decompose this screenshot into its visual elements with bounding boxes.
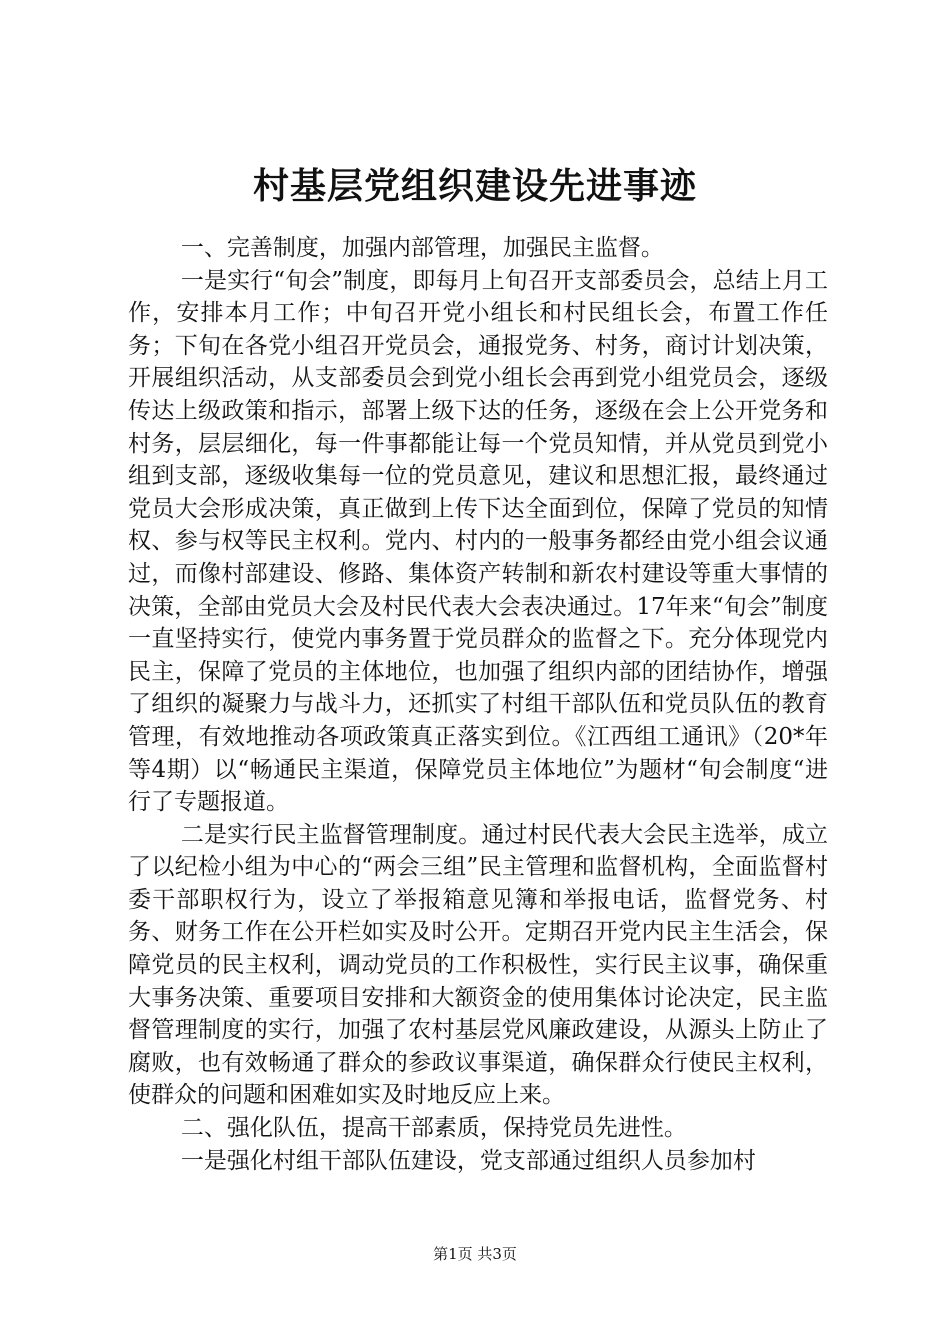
- body-paragraph-1: 一是实行“旬会”制度，即每月上旬召开支部委员会，总结上月工作，安排本月工作；中旬召开党小组长和村民组长会，布置工作任务；下旬在各党小组召开党员会，通报党务、村务，商讨计划决策，开展组织活动，从支部委员会到党小组长会再到党小组党员会，逐级传达上级政策和指示，部署上级下达的任务，逐级在会上公开党务和村务，层层细化，每一件事都能让每一个党员知情，并从党员到党小组到支部，逐级收集每一位的党员意见，建议和思想汇报，最终通过党员大会形成决策，真正做到上传下达全面到位，保障了党员的知情权、参与权等民主权利。党内、村内的一般事务都经由党小组会议通过，而像村部建设、修路、集体资产转制和新农村建设等重大事情的决策，全部由党员大会及村民代表大会表决通过。17年来“旬会”制度一直坚持实行，使党内事务置于党员群众的监督之下。充分体现党内民主，保障了党员的主体地位，也加强了组织内部的团结协作，增强了组织的凝聚力与战斗力，还抓实了村组干部队伍和党员队伍的教育管理，有效地推动各项政策真正落实到位。《江西组工通讯》（20*年等4期）以“畅通民主渠道，保障党员主体地位”为题材“旬会制度“进行了专题报道。: [128, 267, 828, 816]
- page-number-footer: 第1页 共3页: [433, 1245, 517, 1263]
- document-body: [128, 232, 828, 1177]
- section-heading-1: 一、完善制度，加强内部管理，加强民主监督。: [180, 235, 664, 261]
- body-paragraph-3: 一是强化村组干部队伍建设，党支部通过组织人员参加村: [180, 1147, 756, 1174]
- body-paragraph-2: 二是实行民主监督管理制度。通过村民代表大会民主选举，成立了以纪检小组为中心的“两会三组”民主管理和监督机构，全面监督村委干部职权行为，设立了举报箱意见簿和举报电话，监督党务、村务、财务工作在公开栏如实及时公开。定期召开党内民主生活会，保障党员的民主权利，调动党员的工作积极性，实行民主议事，确保重大事务决策、重要项目安排和大额资金的使用集体讨论决定，民主监督管理制度的实行，加强了农村基层党风廉政建设，从源头上防止了腐败，也有效畅通了群众的参政议事渠道，确保群众行使民主权利，使群众的问题和困难如实及时地反应上来。: [128, 821, 828, 1109]
- document-title: 村基层党组织建设先进事迹: [252, 165, 697, 207]
- section-heading-2: 二、强化队伍，提高干部素质，保持党员先进性。: [180, 1115, 687, 1142]
